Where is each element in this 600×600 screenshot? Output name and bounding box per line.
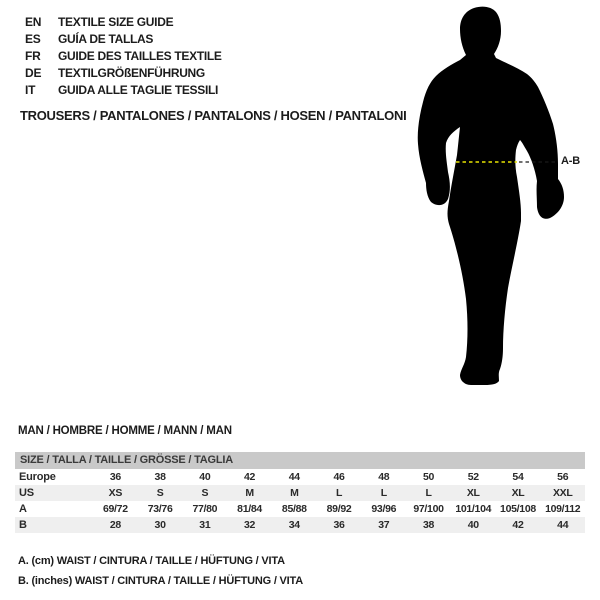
table-row bbox=[15, 469, 585, 485]
language-label: TEXTILGRÖßENFÜHRUNG bbox=[58, 65, 205, 80]
language-row bbox=[25, 47, 222, 64]
row-label: US bbox=[19, 487, 34, 499]
language-label: GUIDA ALLE TAGLIE TESSILI bbox=[58, 82, 219, 97]
language-code: FR bbox=[25, 48, 41, 63]
language-row bbox=[25, 64, 222, 81]
table-cell: 89/92 bbox=[326, 503, 352, 515]
row-label: A bbox=[19, 503, 27, 515]
table-cell: XL bbox=[511, 487, 525, 499]
category-title: TROUSERS / PANTALONES / PANTALONS / HOSEN / PANTALONI bbox=[20, 108, 407, 123]
note-line: A. (cm) WAIST / CINTURA / TAILLE / HÜFTUNG / VITA bbox=[18, 555, 285, 567]
measure-notes bbox=[18, 552, 303, 591]
table-cell: L bbox=[425, 487, 432, 499]
language-row bbox=[25, 30, 222, 47]
language-code: EN bbox=[25, 14, 42, 29]
table-cell: 69/72 bbox=[102, 503, 128, 515]
table-cell: 38 bbox=[422, 519, 435, 531]
table-cell: L bbox=[335, 487, 343, 499]
table-cell: 73/76 bbox=[147, 503, 173, 515]
table-cell: 93/96 bbox=[371, 503, 397, 515]
table-cell: 56 bbox=[557, 471, 569, 483]
language-code: ES bbox=[25, 31, 41, 46]
table-cell: M bbox=[290, 487, 299, 499]
table-cell: 50 bbox=[422, 471, 435, 483]
man-silhouette-icon bbox=[390, 0, 600, 420]
table-cell: 105/108 bbox=[500, 503, 536, 515]
table-cell: XL bbox=[466, 487, 480, 499]
table-cell: 42 bbox=[244, 471, 256, 483]
table-cell: 30 bbox=[154, 519, 166, 531]
table-cell: 46 bbox=[333, 471, 345, 483]
table-cell: XXL bbox=[552, 487, 573, 499]
table-cell: 42 bbox=[512, 519, 524, 531]
table-cell: L bbox=[380, 487, 387, 499]
measure-label: A-B bbox=[561, 155, 580, 167]
man-silhouette-shape bbox=[418, 7, 564, 385]
row-label: B bbox=[19, 519, 27, 531]
size-table bbox=[15, 452, 585, 533]
table-cell: XS bbox=[108, 487, 123, 499]
table-row bbox=[15, 485, 585, 501]
language-code: DE bbox=[25, 65, 42, 80]
table-cell: S bbox=[201, 487, 209, 499]
table-cell: 44 bbox=[288, 471, 300, 483]
table-cell: 97/100 bbox=[413, 503, 444, 515]
table-row bbox=[15, 517, 585, 533]
language-list bbox=[25, 13, 222, 98]
table-cell: 37 bbox=[378, 519, 390, 531]
row-label: Europe bbox=[19, 471, 56, 483]
language-row bbox=[25, 13, 222, 30]
table-cell: 38 bbox=[154, 471, 166, 483]
note-line: B. (inches) WAIST / CINTURA / TAILLE / HÜFTUNG / VITA bbox=[18, 574, 303, 587]
table-cell: 44 bbox=[557, 519, 569, 531]
table-cell: 101/104 bbox=[455, 503, 492, 515]
table-cell: 31 bbox=[199, 519, 211, 531]
language-label: GUIDE DES TAILLES TEXTILE bbox=[58, 48, 222, 63]
table-cell: 81/84 bbox=[237, 503, 262, 515]
size-table-header: SIZE / TALLA / TAILLE / GRÖSSE / TAGLIA bbox=[15, 452, 585, 469]
table-cell: M bbox=[245, 487, 254, 499]
language-label: GUÍA DE TALLAS bbox=[58, 31, 154, 46]
table-cell: 54 bbox=[512, 471, 524, 483]
table-cell: 48 bbox=[378, 471, 390, 483]
table-cell: 34 bbox=[288, 519, 300, 531]
man-figure bbox=[390, 0, 600, 420]
size-table-body bbox=[15, 469, 585, 533]
language-code: IT bbox=[25, 82, 36, 97]
language-row bbox=[25, 81, 222, 98]
table-cell: 40 bbox=[199, 471, 211, 483]
table-cell: 85/88 bbox=[281, 503, 307, 515]
table-cell: 36 bbox=[333, 519, 345, 531]
gender-title: MAN / HOMBRE / HOMME / MANN / MAN bbox=[18, 425, 232, 437]
table-row bbox=[15, 501, 585, 517]
table-cell: S bbox=[156, 487, 164, 499]
table-cell: 52 bbox=[467, 471, 479, 483]
table-cell: 77/80 bbox=[192, 503, 218, 515]
table-cell: 28 bbox=[109, 519, 121, 531]
table-cell: 109/112 bbox=[545, 503, 581, 515]
table-cell: 40 bbox=[467, 519, 479, 531]
table-cell: 36 bbox=[109, 471, 121, 483]
table-cell: 32 bbox=[244, 519, 256, 531]
language-label: TEXTILE SIZE GUIDE bbox=[58, 14, 174, 29]
